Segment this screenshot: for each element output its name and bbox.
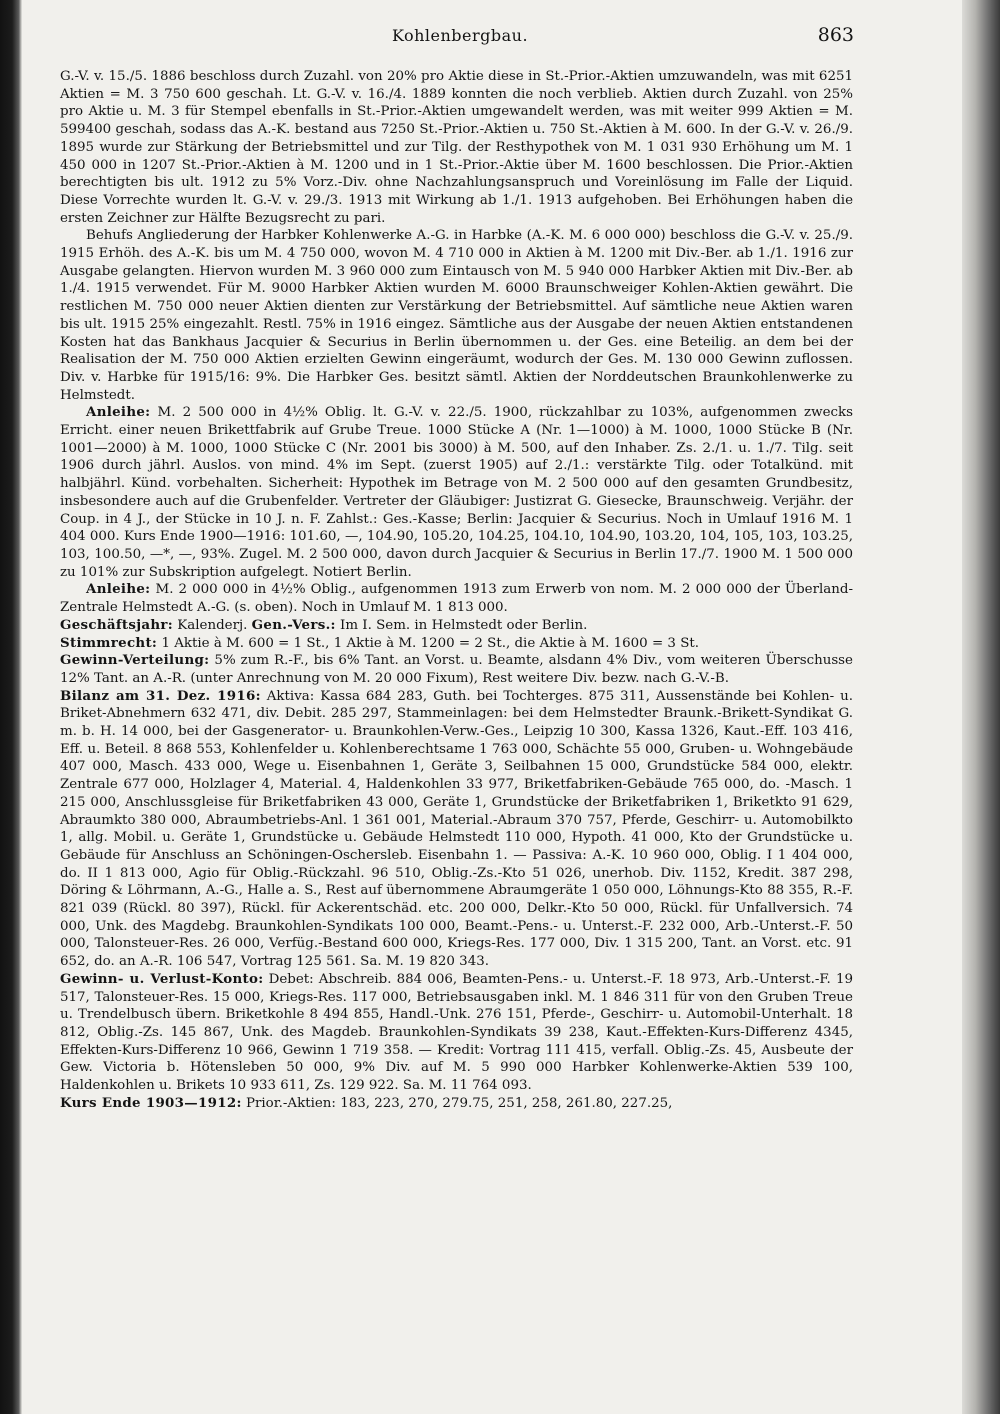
page-header bbox=[60, 26, 860, 52]
paragraph-text: G.-V. v. 15./5. 1886 beschloss durch Zuzahl. von 20% pro Aktie diese in St.-Prior.-Aktien umzuwandeln, was mit 6251 Aktien = M. 3 750 600 geschah. Lt. G.-V. v. 16./4. 1889 konnten die noch verblieb. Aktien durch Zuzahl. von 25% pro Aktie u. M. 3 für Stempel ebenfalls in St.-Prior.-Aktien umgewandelt werden, was mit weiter 999 Aktien = M. 599400 geschah, sodass das A.-K. bestand aus 7250 St.-Prior.-Aktien u. 750 St.-Aktien à M. 600. In der G.-V. v. 26./9. 1895 wurde zur Stärkung der Betriebsmittel und zur Tilg. der Resthypothek von M. 1 031 930 Erhöhung um M. 1 450 000 in 1207 St.-Prior.-Aktien à M. 1200 und in 1 St.-Prior.-Aktie über M. 1600 beschlossen. Die Prior.-Aktien berechtigten bis ult. 1912 zu 5% Vorz.-Div. ohne Nachzahlungsanspruch und Voreinlösung im Falle der Liquid. Diese Vorrechte wurden lt. G.-V. v. 29./3. 1913 mit Wirkung ab 1./1. 1913 aufgehoben. Bei Erhöhungen haben die ersten Zeichner zur Hälfte Bezugsrecht zu pari. bbox=[60, 69, 853, 226]
section-label: Bilanz am 31. Dez. 1916: bbox=[60, 687, 261, 704]
paragraph-gewinn-verteilung bbox=[60, 652, 853, 687]
scan-edge-left bbox=[0, 0, 22, 1414]
paragraph-text: 5% zum R.-F., bis 6% Tant. an Vorst. u. Beamte, alsdann 4% Div., vom weiteren Überschusse 12% Tant. an A.-R. (unter Anrechnung von M. 20 000 Fixum), Rest weitere Div. bezw. nach G.-V.-B. bbox=[60, 653, 853, 686]
running-head: Kohlenbergbau. bbox=[391, 26, 529, 45]
paragraph-text: Prior.-Aktien: 183, 223, 270, 279.75, 251, 258, 261.80, 227.25, bbox=[245, 1095, 673, 1111]
section-label: Gewinn- u. Verlust-Konto: bbox=[60, 970, 264, 987]
section-label: Kurs Ende 1903—1912: bbox=[60, 1094, 242, 1111]
paragraph-stimmrecht bbox=[60, 635, 853, 653]
section-label: Anleihe: bbox=[86, 404, 151, 421]
paragraph-text: Im I. Sem. in Helmstedt oder Berlin. bbox=[340, 617, 588, 633]
section-label: Anleihe: bbox=[86, 581, 151, 598]
paragraph-anleihe-1913 bbox=[60, 581, 853, 616]
paragraph-geschaeftsjahr bbox=[60, 617, 853, 635]
paragraph-text: M. 2 000 000 in 4½% Oblig., aufgenommen 1913 zum Erwerb von nom. M. 2 000 000 der Überland-Zentrale Helmstedt A.-G. (s. oben). Noch in Umlauf M. 1 813 000. bbox=[60, 582, 853, 616]
paragraph-text: M. 2 500 000 in 4½% Oblig. lt. G.-V. v. 22./5. 1900, rückzahlbar zu 103%, aufgenommen zwecks Erricht. einer neuen Brikettfabrik auf Grube Treue. 1000 Stücke A (Nr. 1—1000) à M. 1000, 1000 Stücke B (Nr. 1001—2000) à M. 1000, 1000 Stücke C (Nr. 2001 bis 3000) à M. 500, auf den Inhaber. Zs. 2./1. u. 1./7. Tilg. seit 1906 durch jährl. Auslos. von mind. 4% im Sept. (zuerst 1905) auf 2./1.: verstärkte Tilg. oder Totalkünd. mit halbjährl. Künd. vorbehalten. Sicherheit: Hypothek im Betrage von M. 2 500 000 auf den gesamten Grundbesitz, insbesondere auch auf die Grubenfelder. Vertreter der Gläubiger: Justizrat G. Giesecke, Braunschweig. Verjähr. der Coup. in 4 J., der Stücke in 10 J. n. F. Zahlst.: Ges.-Kasse; Berlin: Jacquier & Securius. Noch in Umlauf 1916 M. 1 404 000. Kurs Ende 1900—1916: 101.60, —, 104.90, 105.20, 104.25, 104.10, 104.90, 103.20, 104, 105, 103, 103.25, 103, 100.50, —*, —, 93%. Zugel. M. 2 500 000, davon durch Jacquier & Securius in Berlin 17./7. 1900 M. 1 500 000 zu 101% zur Subskription aufgelegt. Notiert Berlin. bbox=[60, 405, 853, 580]
paragraph-text: Behufs Angliederung der Harbker Kohlenwerke A.-G. in Harbke (A.-K. M. 6 000 000) beschloss die G.-V. v. 25./9. 1915 Erhöh. des A.-K. bis um M. 4 750 000, wovon M. 4 710 000 in Aktien à M. 1200 mit Div.-Ber. ab 1./1. 1916 zur Ausgabe gelangten. Hiervon wurden M. 3 960 000 zum Eintausch von M. 5 940 000 Harbker Aktien mit Div.-Ber. ab 1./4. 1915 verwendet. Für M. 9000 Harbker Aktien wurden M. 6000 Braunschweiger Kohlen-Aktien gewährt. Die restlichen M. 750 000 neuer Aktien dienten zur Verstärkung der Betriebsmittel. Auf sämtliche neue Aktien waren bis ult. 1915 25% eingezahlt. Restl. 75% in 1916 eingez. Sämtliche aus der Ausgabe der neuen Aktien entstandenen Kosten hat das Bankhaus Jacquier & Securius in Berlin übernommen u. der Ges. eine Beteilig. an dem bei der Realisation der M. 750 000 Aktien erzielten Gewinn eingeräumt, wodurch der Ges. M. 130 000 Gewinn zuflossen. Div. v. Harbke für 1915/16: 9%. Die Harbker Ges. besitzt sämtl. Aktien der Norddeutschen Braunkohlenwerke zu Helmstedt. bbox=[60, 228, 853, 403]
paragraph-capital-history bbox=[60, 68, 853, 227]
section-label: Gen.-Vers.: bbox=[251, 616, 336, 633]
page-body bbox=[60, 68, 853, 1112]
section-label: Geschäftsjahr: bbox=[60, 616, 173, 633]
paragraph-text: Kalenderj. bbox=[177, 617, 248, 633]
page-number: 863 bbox=[817, 24, 854, 46]
section-label: Stimmrecht: bbox=[60, 634, 158, 651]
section-label: Gewinn-Verteilung: bbox=[60, 652, 210, 669]
paragraph-text: Debet: Abschreib. 884 006, Beamten-Pens.- u. Unterst.-F. 18 973, Arb.-Unterst.-F. 19 517, Talonsteuer-Res. 15 000, Kriegs-Res. 117 000, Betriebsausgaben inkl. M. 1 846 311 für von den Gruben Treue u. Trendelbusch übern. Briketkohle 8 494 855, Handl.-Unk. 276 151, Pferde-, Geschirr- u. Automobil-Unterhalt. 18 812, Oblig.-Zs. 145 867, Unk. des Magdeb. Braunkohlen-Syndikats 39 238, Kaut.-Effekten-Kurs-Differenz 4345, Effekten-Kurs-Differenz 10 966, Gewinn 1 719 358. — Kredit: Vortrag 111 415, verfall. Oblig.-Zs. 45, Ausbeute der Gew. Victoria b. Hötensleben 50 000, 9% Div. auf M. 5 990 000 Harbker Kohlenwerke-Aktien 539 100, Haldenkohlen u. Brikets 10 933 611, Zs. 129 922. Sa. M. 11 764 093. bbox=[60, 971, 853, 1094]
paragraph-bilanz bbox=[60, 688, 853, 971]
paragraph-text: Aktiva: Kassa 684 283, Guth. bei Tochterges. 875 311, Aussenstände bei Kohlen- u. Briket-Abnehmern 632 471, div. Debit. 285 297, Stammeinlagen: bei dem Helmstedter Braunk.-Brikett-Syndikat G. m. b. H. 14 000, bei der Gasgenerator- u. Braunkohlen-Verw.-Ges., Leipzig 10 300, Kassa 1326, Kaut.-Eff. 103 416, Eff. u. Beteil. 8 868 553, Kohlenfelder u. Kohlenberechtsame 1 763 000, Schächte 55 000, Gruben- u. Wohngebäude 407 000, Masch. 433 000, Wege u. Eisenbahnen 1, Geräte 3, Seilbahnen 15 000, Grundstücke 584 000, elektr. Zentrale 677 000, Holzlager 4, Material. 4, Haldenkohlen 33 977, Briketfabriken-Gebäude 765 000, do. -Masch. 1 215 000, Anschlussgleise für Briketfabriken 43 000, Geräte 1, Grundstücke der Briketfabriken 1, Briketkto 91 629, Abraumkto 380 000, Abraumbetriebs-Anl. 1 361 001, Material.-Abraum 370 757, Pferde, Geschirr- u. Automobilkto 1, allg. Mobil. u. Geräte 1, Grundstücke u. Gebäude Helmstedt 110 000, Hypoth. 41 000, Kto der Grundstücke u. Gebäude für Anschluss an Schöningen-Oschersleb. Eisenbahn 1. — Passiva: A.-K. 10 960 000, Oblig. I 1 404 000, do. II 1 813 000, Agio für Oblig.-Rückzahl. 96 510, Oblig.-Zs.-Kto 51 026, unerhob. Div. 1152, Kredit. 387 298, Döring & Löhrmann, A.-G., Halle a. S., Rest auf übernommene Abraumgeräte 1 050 000, Löhnungs-Kto 88 355, R.-F. 821 039 (Rückl. 80 397), Rückl. für Ackerentschäd. etc. 200 000, Delkr.-Kto 50 000, Rückl. für Unfallversich. 74 000, Unk. des Magdebg. Braunkohlen-Syndikats 100 000, Beamt.-Pens.- u. Unterst.-F. 232 000, Arb.-Unterst.-F. 50 000, Talonsteuer-Res. 26 000, Verfüg.-Bestand 600 000, Kriegs-Res. 177 000, Div. 1 315 200, Tant. an Vorst. etc. 91 652, do. an A.-R. 106 547, Vortrag 125 561. Sa. M. 19 820 343. bbox=[60, 688, 854, 970]
paragraph-text: 1 Aktie à M. 600 = 1 St., 1 Aktie à M. 1200 = 2 St., die Aktie à M. 1600 = 3 St. bbox=[161, 635, 700, 651]
paragraph-anleihe-1900 bbox=[60, 404, 853, 581]
paragraph-gewinn-verlust bbox=[60, 971, 853, 1095]
paragraph-kurs bbox=[60, 1095, 853, 1113]
scan-edge-right bbox=[962, 0, 1000, 1414]
paragraph-harbke-merger bbox=[60, 227, 853, 404]
